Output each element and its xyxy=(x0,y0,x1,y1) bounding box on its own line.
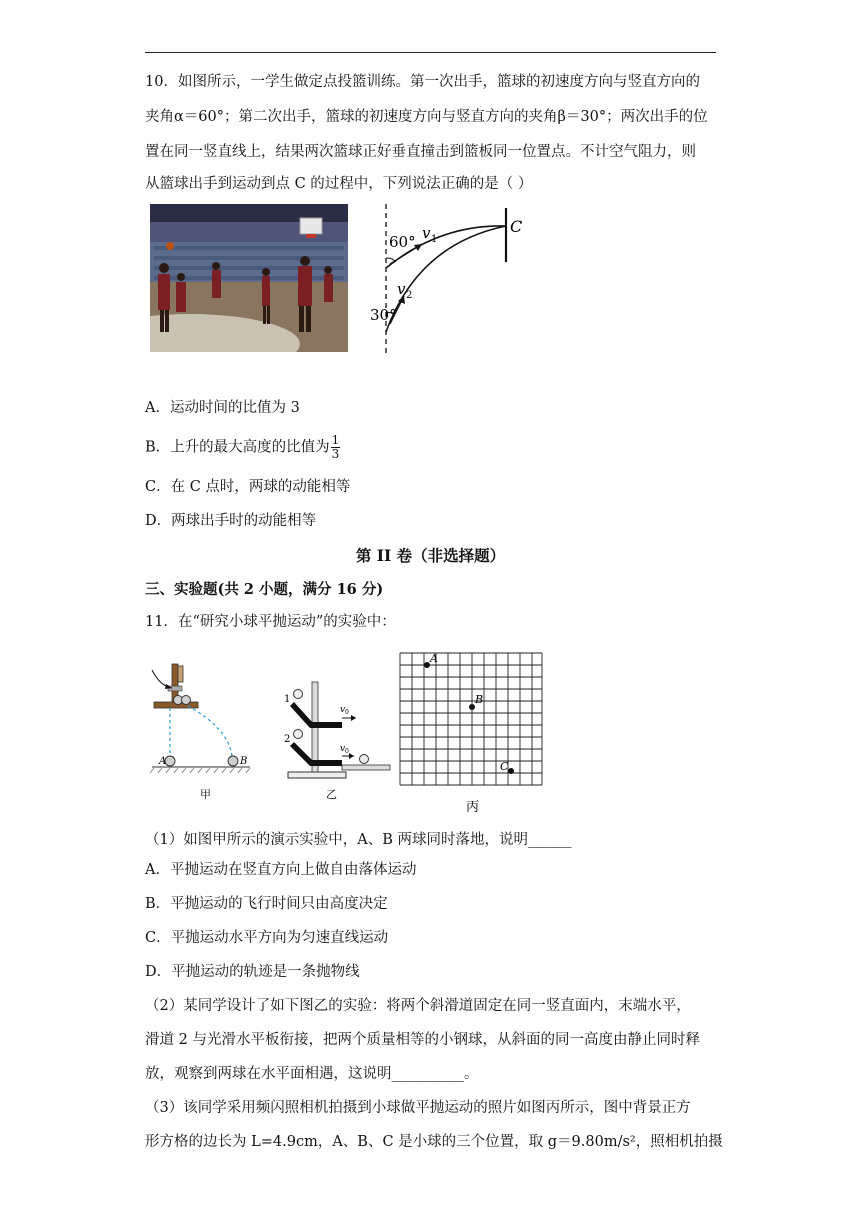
q11-part3-line2: 形方格的边长为 L=4.9cm，A、B、C 是小球的三个位置，取 g＝9.80m/s²，照相机拍摄 xyxy=(145,1134,723,1150)
fraction xyxy=(331,434,341,461)
q11-part3-line1: （3）该同学采用频闪照相机拍摄到小球做平抛运动的照片如图丙所示，图中背景正方 xyxy=(145,1100,691,1116)
velocity-label-v2: v xyxy=(397,280,406,298)
q10-text-line3: 置在同一竖直线上，结果两次篮球正好垂直撞击到篮板同一位置点。不计空气阻力，则 xyxy=(145,144,696,160)
basketball-photo xyxy=(150,204,348,352)
fig-yi-v0-top: v xyxy=(340,705,346,715)
fig-yi-caption: 乙 xyxy=(326,788,337,801)
figure-bing-grid xyxy=(398,651,544,819)
q10-option-b xyxy=(145,434,340,461)
section-title: 第 II 卷（非选择题） xyxy=(355,546,506,565)
grid-label-a: A xyxy=(430,652,438,665)
velocity-label-v1-sub: 1 xyxy=(431,234,438,245)
q11-part1-option-d: D．平抛运动的轨迹是一条抛物线 xyxy=(145,964,360,980)
q10-option-c: C．在 C 点时，两球的动能相等 xyxy=(145,479,351,495)
figure-yi xyxy=(278,678,393,804)
fig-yi-v0-top-sub: 0 xyxy=(345,709,349,716)
fraction-denominator: 3 xyxy=(331,447,340,461)
fig-yi-v0-bottom-sub: 0 xyxy=(345,748,349,755)
q10-option-b-text: B．上升的最大高度的比值为 xyxy=(145,439,330,456)
figure-jia xyxy=(148,658,253,804)
q11-part1-option-a: A．平抛运动在竖直方向上做自由落体运动 xyxy=(145,862,417,878)
q11-part2-line2: 滑道 2 与光滑水平板衔接，把两个质量相等的小钢球，从斜面的同一高度由静止同时释 xyxy=(145,1032,700,1048)
angle-label-30: 30° xyxy=(370,306,397,324)
angle-label-60: 60° xyxy=(389,233,416,251)
trajectory-diagram xyxy=(360,200,540,360)
q11-part2-line3: 放，观察到两球在水平面相遇，这说明__________。 xyxy=(145,1066,479,1082)
q10-text-line2: 夹角α＝60°；第二次出手，篮球的初速度方向与竖直方向的夹角β＝30°；两次出手的位 xyxy=(145,109,708,125)
header-rule xyxy=(145,52,716,53)
point-label-c: C xyxy=(510,217,523,236)
velocity-label-v1: v xyxy=(422,224,431,242)
q10-text-line1: 10．如图所示，一学生做定点投篮训练。第一次出手，篮球的初速度方向与竖直方向的 xyxy=(145,74,700,90)
fig-jia-caption: 甲 xyxy=(200,788,211,801)
fraction-numerator: 1 xyxy=(331,433,340,447)
q10-option-a: A．运动时间的比值为 3 xyxy=(145,400,300,416)
q11-part1: （1）如图甲所示的演示实验中，A、B 两球同时落地，说明______ xyxy=(145,832,572,848)
fig-yi-label-1: 1 xyxy=(284,694,291,705)
grid-label-c: C xyxy=(500,760,509,773)
section3-heading: 三、实验题(共 2 小题，满分 16 分) xyxy=(145,581,384,598)
fig-yi-label-2: 2 xyxy=(284,734,291,745)
q10-option-d: D．两球出手时的动能相等 xyxy=(145,513,317,529)
q11-intro: 11．在“研究小球平抛运动”的实验中： xyxy=(145,614,396,630)
velocity-label-v2-sub: 2 xyxy=(406,290,413,301)
q11-part1-option-c: C．平抛运动水平方向为匀速直线运动 xyxy=(145,930,389,946)
fig-jia-label-b: B xyxy=(240,756,248,767)
q11-part1-option-b: B．平抛运动的飞行时间只由高度决定 xyxy=(145,896,388,912)
grid-point-c xyxy=(508,768,514,774)
fig-jia-label-a: A xyxy=(159,756,167,767)
fig-bing-caption: 丙 xyxy=(466,800,480,815)
q10-text-line4: 从篮球出手到运动到点 C 的过程中，下列说法正确的是（ ） xyxy=(145,176,533,192)
q11-part2-line1: （2）某同学设计了如下图乙的实验：将两个斜滑道固定在同一竖直面内，末端水平， xyxy=(145,998,691,1014)
grid-label-b: B xyxy=(475,693,484,706)
fig-yi-v0-bottom: v xyxy=(340,744,346,754)
